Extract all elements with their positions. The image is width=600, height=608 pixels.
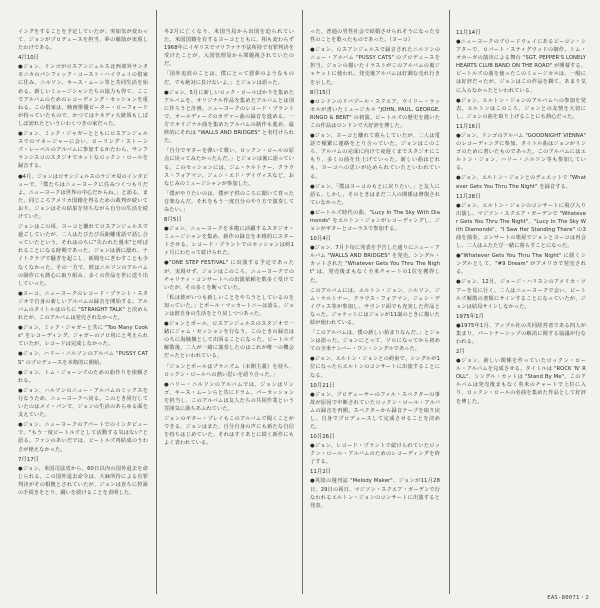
- text-paragraph: ●ジョン、リンゴのアルバム "GOODNIGHT VIENNA" のレコーディングに参加。タイトル曲はジョンがリンゴのために書いたものであった。このアルバムにはエルトン・ジョン、ハリー・ニルソン等も参加している。: [456, 132, 586, 172]
- text-paragraph: ●ジョンとポール、ロスアンジェルスのスタジオで一緒にジャム・セッションを行なう。このときの録音はのちに海賊盤として出回ることになった。ビートルズ解散後、二人が一緒に演奏したのはこれが唯一の機会だったといわれている。: [164, 321, 294, 360]
- entry-date: 7月17日: [18, 456, 40, 463]
- text-paragraph: ●4月、ジョンはロサンジェルスのラジオ局のインタビューで、「僕たちはニューヨークに住みつくつもりだよ。ニューヨークは世界の中心だからね。」と語る。また、同じころアメリカ国籍を得るための裁判が続いており、ジョンはその結果を待ちながら自分の生活を続けていた。: [18, 173, 148, 220]
- entry-date: 8月15日: [310, 89, 332, 96]
- text-paragraph: ●ジョン、米国司法省から、60日以内の国外退去を命じられる。この国外退去命令は、大麻所持による有罪判決がその根拠とされていたが、ジョンは直ちに控訴の手続きをとり、闘いを続けることを表明した。: [18, 465, 148, 496]
- text-paragraph: ●ジョン、ニューヨークを本拠に活躍するスタジオ・ミュージシャンを集め、新作の録音を本格的にスタートさせる。レコード・プラントでのセッションは約1ヶ月にわたって続けられた。: [164, 226, 294, 257]
- entry-date: 1975年1月: [456, 313, 484, 320]
- text-paragraph: ●ジョン、トム・ジョーンズのための曲作りを依頼される。: [18, 369, 148, 384]
- text-column-4: [456, 28, 586, 590]
- text-paragraph: 「自分でギターを弾いて歌い、ロックン・ロールの原点に戻ってみたかったんだ。」とジョンは後に語っている。このセッションには、ジム・ケルトナー、クラウス・フォアマン、ジェシ・エド・デイヴィスなど、おなじみのミュージシャンが参加した。: [164, 148, 294, 187]
- entry-date: 11月14日: [456, 30, 481, 36]
- text-paragraph: ●ジョン、5月に新しいロック・ロールばかりを集めたアルバムを、オリジナル作品を集めたアルバムとは別に作ろうと計画。ニューヨークのレコード・プラントで、オールディーズのカヴァー曲の録音を進める。一方でオリジナル曲を集めたアルバムの制作も進め、最終的にそれは "WALLS AND BRIDGES" と名付けられた。: [164, 89, 294, 145]
- text-paragraph: ●ジョン、7月下旬に発表を予告した通りにニュー・アルバム "WALLS AND BRIDGES" を発売。シングル・カットされた "Whatever Gets You Thru The Night" は、発売後まもなく全米チャートの1位を獲得した。: [310, 245, 440, 284]
- column-divider: [156, 10, 157, 594]
- text-paragraph: ●ジョン、「僕はヨーコのもとに戻りたい。」と友人に語る。しかし、そのときはまだ二人の関係は修復されていなかった。: [310, 183, 440, 206]
- text-paragraph: ●ジョン、ハリー・ニルソンのアルバム "PUSSY CATS" のプロデュースを本格的に開始。: [18, 351, 148, 366]
- column-divider: [302, 10, 303, 594]
- text-paragraph: ●ジョン、ミック・ジャガーとともにロスアンジェルスでのマネージャーに会い、ローリング・ストーンズ・レーベルのアルバムに参加するかたわら、サンフランシスコのスタジオでホットなロックン・ロールを録音する。: [18, 131, 148, 170]
- text-paragraph: ●ジョン、リンゴがロスアンジェルス北西郊外サンタモニカのパシフィック・コースト・ハイウェイの借家に住み、ニルソン、キース・ムーン等と共同生活を始める。新しいミュージシャンたちの協力も得て、ここでアルバムのためのレコーディング・セッションを重ねる。この借家は、映画俳優ピーター・ローフォードが持っていたもので、かつてはケネディ大統領もしばしば訪れたといういわくつきの家だった。: [18, 64, 148, 127]
- text-paragraph: ジョンのギター・プレイもこのアルバムで聞くことができる。ジョンはまた、自分自身の声にも新たな自信を持ちはじめていた。それはすぐあとに続く新作にもよく表われている。: [164, 416, 294, 447]
- text-column-3: [310, 28, 440, 590]
- text-paragraph: ●ロンドンのリバプール・スクエア、ウイリー・ラッセルが書いたミュージカル "JOHN, PAUL, GEORGE, RINGO & BERT" の初演。ビートルズの歴史を描いたこの作品はロンドンで大好評を博した。: [310, 98, 440, 129]
- entry-date: 11月28日: [456, 193, 481, 200]
- text-paragraph: 「国外追放のことは、僕にとって悪夢のようなものだ。でも絶対に負けないよ。」とジョンは語った。: [164, 71, 294, 86]
- text-paragraph: ●ジョン、ハルソンのニュー・アルバムのミックスを行なうため、ニューヨークへ戻る。このとき同行していたのはメイ・パンで、ジョンの生活のあらゆる面を支えていた。: [18, 387, 148, 419]
- text-paragraph: ●1975年1月、アップル社の共同経営者である四人が集まり、パートナーシップの解消に関する協議が行なわれる。: [456, 322, 586, 345]
- text-paragraph: ●ジョン、エルトン・ジョンのコンサートに飛び入り出演し、マジソン・スクエア・ガーデンで "Whatever Gets You Thru The Night"、"Lucy In The Sky With Diamonds"、"I Saw Her Standing There" の3曲を演奏。コンサートの楽屋でジョンとヨーコは再会し、二人はふたたび一緒に暮らすことになった。: [456, 202, 586, 250]
- text-paragraph: ●ジョン、ヨーコと離れて暮らしていたが、二人は電話で頻繁に連絡をとり合っていた。ジョンはこのころ、アルバムの完成に向けて夜遅くまでスタジオにこもり、多くの曲を仕上げていった。新しい曲はどれも、ヨーコへの思いが込められていたといわれている。: [310, 133, 440, 180]
- catalog-code: EAS-80071・2: [547, 595, 589, 601]
- entry-date: 11月2日: [310, 469, 332, 476]
- entry-date: 10月26日: [310, 434, 335, 441]
- text-paragraph: ●ジョン、レコード・プラントで続けられていたロックン・ロール・アルバムのためのレコーディングを終了する。: [310, 443, 440, 466]
- text-paragraph: ●"ONE STEP FESTIVAL" に出演する予定であったが、実現せず。ジョンはこのころ、ニューヨークでのチャリティ・コンサートへの出演依頼を数多く受けていたが、その多くを断っていた。: [164, 260, 294, 291]
- text-paragraph: ●ジョン、エルトン・ジョンとの約束で、シングルが1位になったらエルトンのコンサートに出演することになる。: [310, 356, 440, 379]
- text-paragraph: ●ビートルズ時代の曲、"Lucy In The Sky With Diamonds" をエルトン・ジョンがレコーディングし、ジョンがギターとコーラスで参加する。: [310, 209, 440, 233]
- text-paragraph: ●"Whatever Gets You Thru The Night" に続くシングルとして、"#9 Dream" がアメリカで発売される。: [456, 253, 586, 276]
- text-paragraph: 「ジョンとポールはプラニズム（未開主義）を持ち、ロックン・ロールへの熱い思いを語り合った。」: [164, 363, 294, 378]
- text-paragraph: 冬2月に亡くなり、米国当局から出国を迫られていた。米国国籍を有するヨーコとともに、相も変わらず1968年にイギリスでマリファナ不法所持で有罪判決を受けたことが、入国管理局から問題視されていたのだ。: [164, 29, 294, 68]
- text-paragraph: 「僕がやりたいのは、僕が子供のころに聞いて育った音楽なんだ。それをもう一度自分のやり方で演奏してみたい。」: [164, 190, 294, 213]
- text-paragraph: このアルバムには、エルトン・ジョン、ニルソン、ジム・ケルトナー、クラウス・フォアマン、ジェシ・デイヴィス等が参加し、サウンド面でも充実した作品となった。ジャケットにはジョンが11歳のときに描いた絵が使われている。: [310, 287, 440, 326]
- text-paragraph: 「このアルバムは、僕の新しい始まりなんだ。」とジョンは語った。ジョンにとって、ソロになってから初めての全米ナンバー・ワン・シングルであった。: [310, 330, 440, 353]
- text-paragraph: ●ジョン、プロデューサーのフィル・スペクターの事故が原因で中断されていたロックン・ロール・アルバムの録音を再開。スペクターから録音テープを取り戻し、自身でプロデュースして完成させることを決めた。: [310, 391, 440, 431]
- text-paragraph: ●ニューヨークのブロードウェイにあるビーコン・シアターで、ロバート・スティグウッドの制作、トム・オホーガの演出による舞台 "SGT. PEPPER'S LONELY HEARTS CLUB BAND ON THE ROAD" が開幕する。ビートルズの曲を使ったこのミュージカルは、一般には好評だったが、ジョンはこの作品を観て、あまり気に入らなかったといわれている。: [456, 39, 586, 94]
- entry-date: 11月16日: [456, 123, 481, 130]
- text-column-1: [18, 28, 148, 590]
- text-paragraph: ●ハリー・ニルソンのアルバムでは、ジョンはリンゴ、キース・ムーンらと共にドラム、パーカッションを担当し、このアルバムは友人たちの共同作業という雰囲気に満ちあふれていた。: [164, 381, 294, 413]
- text-paragraph: ●ジョン、12月、ジョージ・ハリスンのアメリカ・ツアーを見に行く。二人はニューヨークで会い、ビートルズ解散の書類にサインすることになっていたが、ジョンは結局サインしなかった。: [456, 279, 586, 310]
- text-column-2: [164, 28, 294, 590]
- text-paragraph: ●ジョン、エルトン・ジョンとのデュエットで "Whatever Gets You Thru The Night" を録音する。: [456, 175, 586, 190]
- entry-date: 8月5日: [164, 217, 182, 224]
- text-paragraph: った。普通の男性社会で結婚させられそうになった女性のことを歌ったものであった。（ヨーコ）: [310, 29, 440, 44]
- text-paragraph: ジョンはこの頃、ヨーコと離れてロスアンジェルスで過ごしていたが、二人はたびたび長距離電話で話し合っていたという。それはのちに"失われた週末"と呼ばれることになる時期であった。ジョンは酒に溺れ、ナイトクラブで騒ぎを起こし、新聞をにぎわすことも少なくなかった。その一方で、彼はニルソンのアルバムの制作にも熱心に取り組み、多くの作品を世に送り出していった。: [18, 224, 148, 287]
- entry-date: 10月4日: [310, 236, 332, 243]
- text-paragraph: ●ジョン、ニューヨークのアパートでのインタビューで、"もう一度ビートルズとして活動する気はない"と語る。ファンのあいだでは、ビートルズ再結成のうわさが絶えなかった。: [18, 422, 148, 453]
- entry-date: 4月10日: [18, 55, 40, 62]
- text-paragraph: イングをすることを予定していたが、突如気が変わって、ジョンがプロデュースを担当、夢の競演が実現したわけである。: [18, 29, 148, 52]
- text-paragraph: 「私は彼がいつも新しいことをやろうとしているのを知っていた。」とポール・マッカートニーは語る。ジョンは彼自身の生活をとり戻しつつあった。: [164, 294, 294, 317]
- text-paragraph: ●ジョン、ミック・ジャガーと共に "Too Many Cooks" をレコーディング。ジャガーのソロ用にと考えられていたが、レコードは完成しなかった。: [18, 325, 148, 348]
- text-paragraph: ●ジョン、新しい関係を作っていたロックン・ロール・アルバムを完成させる。タイトルは "ROCK 'N' ROLL"、シングル・カットは "Stand By Me"。このアルバムは発売後まもなく英米のチャートで上位に入り、ロックン・ロールの名曲を集めた作品として好評を博した。: [456, 358, 586, 405]
- text-paragraph: ●ジョン、エルトン・ジョンのアルバムへの参加を発表。エルトンはこのころ、ジョンとの友情を大切にし、ジョンの曲を取り上げることにも熱心だった。: [456, 97, 586, 120]
- text-paragraph: ●英国の週刊誌 "Melody Maker"、ジョンが11月28日、29日の両日、マジソン・スクエア・ガーデンで行なわれるエルトン・ジョンのコンサートに出演すると発表。: [310, 478, 440, 509]
- entry-date: 2月: [456, 349, 465, 356]
- text-paragraph: ●ジョン、ロスアンジェルスで録音されたニルソンのニュー・アルバム "PUSSY CATS" のプロデュースを担当。ジョンの描いたイラストがこのアルバムの裏ジャケットに使われ、発売後アルバムは好調な売れ行きを示した。: [310, 47, 440, 86]
- entry-date: 10月21日: [310, 382, 335, 389]
- text-paragraph: ●ヨーコ、ニューヨークのレコード・プラント・スタジオで自身の新しいアルバムの録音を開始する。アルバムのタイトルはのちに "STRAIGHT TALK" と決められたが、このアルバムは発売されなかった。: [18, 290, 148, 322]
- column-divider: [449, 10, 450, 594]
